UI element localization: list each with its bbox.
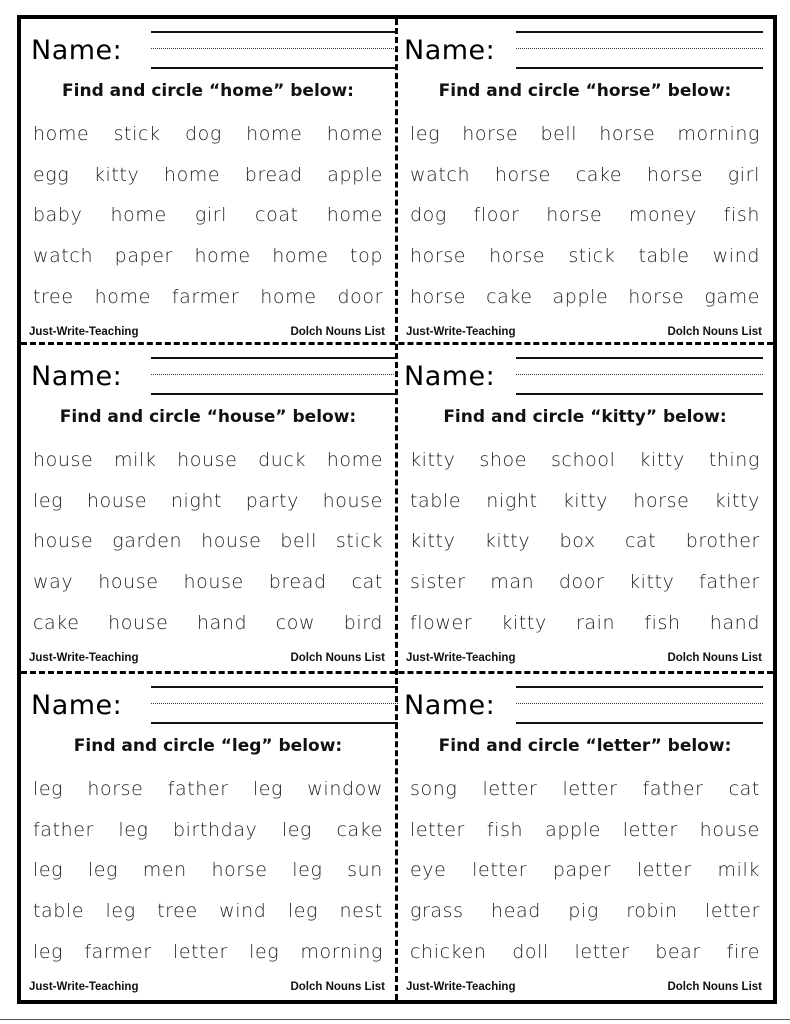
word-item[interactable]: door [558, 571, 605, 594]
word-item[interactable]: wind [712, 245, 760, 268]
word-item[interactable]: girl [194, 204, 227, 227]
name-writing-line[interactable] [516, 29, 763, 71]
word-row [406, 195, 764, 236]
footer-brand: Just-Write-Teaching [406, 981, 516, 993]
word-item[interactable]: kitty [410, 530, 456, 553]
word-item[interactable]: door [337, 285, 383, 308]
word-item[interactable]: egg [33, 163, 70, 186]
word-row [29, 236, 387, 277]
word-item[interactable]: home [94, 285, 151, 308]
word-item[interactable]: table [638, 245, 690, 268]
word-item[interactable]: kitty [484, 530, 531, 553]
word-item[interactable]: leg [33, 489, 64, 512]
word-item[interactable]: milk [717, 859, 760, 882]
word-item[interactable]: morning [677, 123, 760, 146]
name-row [404, 355, 763, 407]
word-item[interactable]: leg [287, 900, 319, 923]
name-row [404, 684, 763, 736]
word-item[interactable]: fish [644, 611, 681, 634]
word-item[interactable]: shoe [479, 449, 528, 472]
word-item[interactable]: fish [723, 204, 760, 227]
word-item[interactable]: leg [281, 818, 313, 841]
word-item[interactable]: cow [275, 611, 316, 634]
word-item[interactable]: home [33, 123, 90, 146]
word-item[interactable]: house [322, 489, 383, 512]
footer-brand: Just-Write-Teaching [29, 326, 139, 338]
word-item[interactable]: rain [575, 611, 616, 634]
word-item[interactable]: horse [211, 859, 268, 882]
word-item[interactable]: horse [546, 204, 603, 227]
word-item[interactable]: song [410, 778, 458, 801]
word-item[interactable]: cake [575, 163, 623, 186]
word-item[interactable]: apple [545, 818, 601, 841]
word-item[interactable]: apple [552, 285, 609, 308]
word-item[interactable]: stick [568, 245, 616, 268]
word-row [29, 602, 387, 643]
word-item[interactable]: horse [462, 123, 519, 146]
word-item[interactable]: school [550, 449, 616, 472]
word-item[interactable]: hand [196, 611, 248, 634]
word-item[interactable]: dog [184, 123, 222, 146]
card-prompt: Find and circle “home” below: [62, 81, 354, 101]
word-item[interactable]: kitty [639, 449, 685, 472]
word-item[interactable]: duck [258, 449, 307, 472]
word-item[interactable]: table [410, 489, 462, 512]
name-label: Name: [31, 690, 123, 721]
card-prompt: Find and circle “house” below: [59, 407, 357, 427]
card-footer [29, 981, 385, 995]
word-item[interactable]: leg [33, 859, 64, 882]
word-item[interactable]: morning [300, 940, 383, 963]
word-item[interactable]: bell [540, 123, 578, 146]
name-writing-line[interactable] [151, 29, 398, 71]
word-search-card-6 [398, 674, 772, 1001]
word-item[interactable]: father [642, 778, 704, 801]
page-bottom-rule [0, 1019, 790, 1020]
word-item[interactable]: home [246, 123, 303, 146]
word-row [406, 562, 764, 603]
word-item[interactable]: fire [726, 940, 760, 963]
word-row [406, 521, 764, 562]
word-row [406, 891, 764, 932]
card-footer [29, 326, 385, 340]
word-item[interactable]: apple [327, 163, 383, 186]
word-item[interactable]: father [167, 778, 229, 801]
word-item[interactable]: bear [655, 940, 701, 963]
word-item[interactable]: grass [410, 900, 464, 923]
word-row [406, 481, 764, 522]
card-prompt: Find and circle “letter” below: [438, 736, 732, 756]
word-item[interactable]: house [177, 449, 238, 472]
word-item[interactable]: man [490, 571, 535, 594]
word-item[interactable]: house [98, 571, 159, 594]
card-footer [29, 652, 385, 666]
word-item[interactable]: cake [486, 285, 533, 308]
word-item[interactable]: nest [339, 900, 383, 923]
word-search-card-2 [398, 19, 772, 346]
word-item[interactable]: house [33, 530, 94, 553]
word-item[interactable]: letter [410, 818, 465, 841]
word-item[interactable]: tree [33, 285, 74, 308]
word-item[interactable]: wind [219, 900, 267, 923]
name-label: Name: [404, 690, 496, 721]
name-row [31, 684, 386, 736]
word-item[interactable]: pig [568, 900, 599, 923]
word-item[interactable]: watch [410, 163, 471, 186]
word-item[interactable]: flower [410, 611, 473, 634]
word-search-card-1 [21, 19, 395, 346]
word-item[interactable]: brother [685, 530, 760, 553]
word-grid [406, 440, 764, 643]
word-item[interactable]: letter [705, 900, 760, 923]
word-row [406, 236, 764, 277]
word-item[interactable]: stick [335, 530, 383, 553]
word-item[interactable]: eye [410, 859, 447, 882]
footer-brand: Just-Write-Teaching [406, 652, 516, 664]
word-item[interactable]: home [110, 204, 167, 227]
word-item[interactable]: kitty [562, 489, 609, 512]
word-item[interactable]: floor [473, 204, 520, 227]
word-item[interactable]: night [486, 489, 538, 512]
word-item[interactable]: milk [113, 449, 157, 472]
word-item[interactable]: men [142, 859, 187, 882]
word-item[interactable]: horse [87, 778, 144, 801]
footer-list-title: Dolch Nouns List [667, 326, 762, 338]
word-item[interactable]: thing [708, 449, 760, 472]
name-writing-line[interactable] [151, 684, 398, 726]
word-row [406, 850, 764, 891]
footer-list-title: Dolch Nouns List [290, 652, 385, 664]
footer-list-title: Dolch Nouns List [290, 981, 385, 993]
word-search-card-3 [21, 345, 395, 672]
word-item[interactable]: kitty [714, 489, 760, 512]
word-row [406, 440, 764, 481]
name-row [404, 29, 763, 81]
word-item[interactable]: kitty [93, 163, 140, 186]
word-row [406, 602, 764, 643]
word-item[interactable]: kitty [501, 611, 547, 634]
word-item[interactable]: birthday [173, 818, 258, 841]
word-item[interactable]: cake [33, 611, 80, 634]
word-item[interactable]: dog [410, 204, 447, 227]
name-writing-line[interactable] [516, 355, 763, 397]
word-row [406, 931, 764, 972]
word-item[interactable]: coat [255, 204, 299, 227]
word-item[interactable]: bell [280, 530, 317, 553]
word-item[interactable]: party [245, 489, 299, 512]
word-item[interactable]: leg [252, 778, 284, 801]
word-item[interactable]: home [326, 449, 383, 472]
word-item[interactable]: house [201, 530, 262, 553]
footer-brand: Just-Write-Teaching [29, 981, 139, 993]
word-item[interactable]: farmer [171, 285, 240, 308]
word-row [29, 481, 387, 522]
word-row [29, 562, 387, 603]
word-item[interactable]: horse [410, 285, 467, 308]
card-prompt: Find and circle “horse” below: [438, 81, 732, 101]
word-row [29, 276, 387, 317]
word-item[interactable]: horse [628, 285, 685, 308]
word-search-card-5 [21, 674, 395, 1001]
word-item[interactable]: garden [112, 530, 183, 553]
word-row [29, 440, 387, 481]
card-footer [406, 326, 762, 340]
word-item[interactable]: home [260, 285, 317, 308]
name-writing-line[interactable] [516, 684, 763, 726]
word-item[interactable]: horse [494, 163, 551, 186]
word-item[interactable]: money [628, 204, 698, 227]
word-item[interactable]: horse [646, 163, 704, 186]
word-item[interactable]: bread [244, 163, 303, 186]
card-footer [406, 652, 762, 666]
name-writing-line[interactable] [151, 355, 398, 397]
word-item[interactable]: robin [626, 900, 678, 923]
word-item[interactable]: paper [552, 859, 612, 882]
card-footer [406, 981, 762, 995]
name-label: Name: [404, 35, 496, 66]
name-label: Name: [404, 361, 496, 392]
word-grid [406, 769, 764, 972]
name-label: Name: [31, 35, 123, 66]
word-grid [406, 114, 764, 317]
word-grid [29, 440, 387, 643]
card-prompt: Find and circle “leg” below: [73, 736, 343, 756]
word-item[interactable]: letter [472, 859, 528, 882]
word-item[interactable]: cake [336, 818, 383, 841]
word-item[interactable]: game [704, 285, 760, 308]
footer-brand: Just-Write-Teaching [406, 326, 516, 338]
word-row [29, 155, 387, 196]
word-item[interactable]: house [183, 571, 244, 594]
word-item[interactable]: stick [113, 123, 161, 146]
word-item[interactable]: horse [489, 245, 546, 268]
word-item[interactable]: farmer [84, 940, 152, 963]
word-row [406, 155, 764, 196]
word-item[interactable]: girl [727, 163, 760, 186]
word-item[interactable]: watch [33, 245, 94, 268]
word-item[interactable]: table [33, 900, 85, 923]
word-item[interactable]: doll [512, 940, 549, 963]
word-item[interactable]: cat [625, 530, 657, 553]
word-item[interactable]: baby [33, 204, 83, 227]
word-item[interactable]: chicken [410, 940, 487, 963]
word-item[interactable]: leg [292, 859, 323, 882]
word-row [406, 114, 764, 155]
word-item[interactable]: leg [410, 123, 441, 146]
word-item[interactable]: fish [486, 818, 524, 841]
word-item[interactable]: father [33, 818, 94, 841]
word-item[interactable]: house [33, 449, 94, 472]
word-item[interactable]: cat [351, 571, 383, 594]
word-item[interactable]: leg [118, 818, 149, 841]
word-item[interactable]: leg [33, 940, 64, 963]
word-item[interactable]: leg [33, 778, 64, 801]
word-item[interactable]: letter [482, 778, 538, 801]
word-item[interactable]: kitty [410, 449, 456, 472]
word-search-card-4 [398, 345, 772, 672]
word-item[interactable]: father [699, 571, 760, 594]
word-row [406, 810, 764, 851]
word-item[interactable]: bread [268, 571, 327, 594]
word-item[interactable]: house [86, 489, 148, 512]
word-item[interactable]: letter [562, 778, 618, 801]
word-item[interactable]: house [699, 818, 760, 841]
word-row [406, 276, 764, 317]
footer-list-title: Dolch Nouns List [290, 326, 385, 338]
word-item[interactable]: leg [105, 900, 136, 923]
word-item[interactable]: home [272, 245, 329, 268]
word-row [29, 769, 387, 810]
word-item[interactable]: box [559, 530, 596, 553]
footer-list-title: Dolch Nouns List [667, 981, 762, 993]
word-item[interactable]: home [326, 204, 383, 227]
word-item[interactable]: kitty [629, 571, 675, 594]
word-grid [29, 114, 387, 317]
word-item[interactable]: home [326, 123, 383, 146]
word-row [29, 195, 387, 236]
word-row [29, 521, 387, 562]
word-item[interactable]: night [170, 489, 223, 512]
word-item[interactable]: horse [410, 245, 467, 268]
word-item[interactable]: hand [709, 611, 760, 634]
word-item[interactable]: horse [599, 123, 656, 146]
word-item[interactable]: sun [347, 859, 383, 882]
word-row [29, 850, 387, 891]
word-item[interactable]: home [163, 163, 221, 186]
word-row [406, 769, 764, 810]
footer-brand: Just-Write-Teaching [29, 652, 139, 664]
word-item[interactable]: bird [343, 611, 383, 634]
word-item[interactable]: leg [249, 940, 280, 963]
word-item[interactable]: paper [114, 245, 173, 268]
name-row [31, 355, 386, 407]
word-item[interactable]: home [194, 245, 251, 268]
card-prompt: Find and circle “kitty” below: [443, 407, 727, 427]
word-item[interactable]: sister [410, 571, 466, 594]
word-grid [29, 769, 387, 972]
word-row [29, 114, 387, 155]
name-label: Name: [31, 361, 123, 392]
word-row [29, 891, 387, 932]
word-item[interactable]: letter [574, 940, 630, 963]
word-item[interactable]: cat [728, 778, 760, 801]
word-item[interactable]: house [108, 611, 169, 634]
word-item[interactable]: letter [172, 940, 228, 963]
word-item[interactable]: way [33, 571, 74, 594]
word-row [29, 810, 387, 851]
word-item[interactable]: leg [87, 859, 119, 882]
name-row [31, 29, 386, 81]
word-item[interactable]: head [491, 900, 541, 923]
word-item[interactable]: top [350, 245, 383, 268]
footer-list-title: Dolch Nouns List [667, 652, 762, 664]
word-item[interactable]: letter [622, 818, 678, 841]
word-row [29, 931, 387, 972]
word-item[interactable]: window [307, 778, 383, 801]
word-item[interactable]: letter [636, 859, 692, 882]
worksheet-sheet [17, 15, 777, 1004]
word-item[interactable]: horse [633, 489, 690, 512]
word-item[interactable]: tree [157, 900, 198, 923]
